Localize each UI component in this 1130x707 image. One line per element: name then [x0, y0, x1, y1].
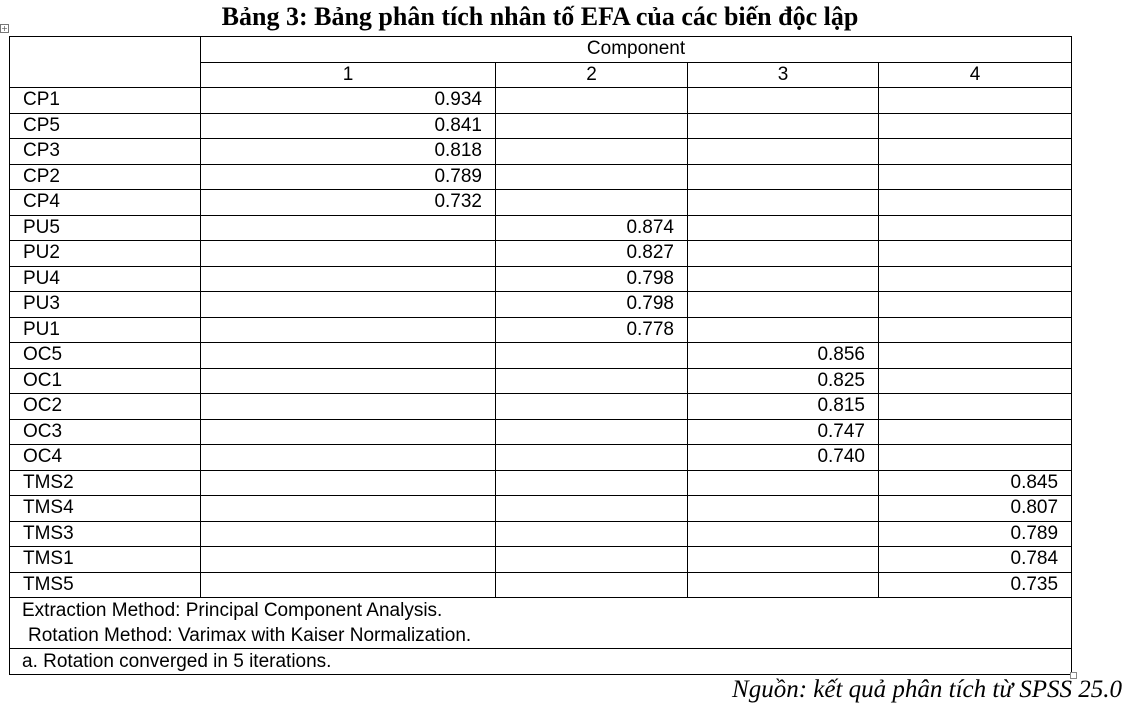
row-label: OC2 [10, 394, 201, 420]
table-row [10, 292, 1072, 318]
loading-cell [688, 139, 879, 165]
loading-cell [688, 470, 879, 496]
table-row [10, 470, 1072, 496]
table-title: Bảng 3: Bảng phân tích nhân tố EFA của các biến độc lập [221, 2, 859, 31]
table-row [10, 266, 1072, 292]
loading-cell [201, 521, 496, 547]
loading-cell [879, 215, 1072, 241]
loading-cell: 0.807 [879, 496, 1072, 522]
table-row [10, 394, 1072, 420]
row-label: CP3 [10, 139, 201, 165]
method-note-cell [10, 598, 1072, 649]
table-move-handle-icon[interactable]: + [1, 24, 8, 33]
loading-cell [688, 241, 879, 267]
loading-cell: 0.784 [879, 547, 1072, 573]
loading-cell: 0.827 [496, 241, 688, 267]
loading-cell [201, 317, 496, 343]
loading-cell [496, 445, 688, 471]
row-label: TMS3 [10, 521, 201, 547]
table-row [10, 547, 1072, 573]
loading-cell [496, 470, 688, 496]
loading-cell [496, 521, 688, 547]
row-label: PU3 [10, 292, 201, 318]
row-label: OC4 [10, 445, 201, 471]
method-note-row [10, 598, 1072, 649]
loading-cell [879, 394, 1072, 420]
table-row [10, 317, 1072, 343]
loading-cell: 0.856 [688, 343, 879, 369]
loading-cell: 0.815 [688, 394, 879, 420]
loading-cell [201, 496, 496, 522]
loading-cell [201, 445, 496, 471]
loading-cell: 0.778 [496, 317, 688, 343]
table-row [10, 419, 1072, 445]
loading-cell [879, 241, 1072, 267]
table-row [10, 445, 1072, 471]
row-label: TMS2 [10, 470, 201, 496]
loading-cell [879, 88, 1072, 114]
efa-table [9, 36, 1072, 675]
loading-cell [688, 190, 879, 216]
loading-cell: 0.818 [201, 139, 496, 165]
loading-cell [879, 113, 1072, 139]
extraction-method-note: Extraction Method: Principal Component Analysis. [22, 600, 443, 621]
loading-cell: 0.845 [879, 470, 1072, 496]
table-row [10, 368, 1072, 394]
row-label: PU1 [10, 317, 201, 343]
loading-cell: 0.874 [496, 215, 688, 241]
table-row [10, 139, 1072, 165]
loading-cell: 0.735 [879, 572, 1072, 598]
loading-cell [201, 394, 496, 420]
table-row [10, 190, 1072, 216]
loading-cell [879, 266, 1072, 292]
loading-cell [688, 164, 879, 190]
loading-cell [879, 445, 1072, 471]
loading-cell [879, 343, 1072, 369]
loading-cell [879, 292, 1072, 318]
table-row [10, 572, 1072, 598]
loading-cell [496, 496, 688, 522]
row-label: TMS5 [10, 572, 201, 598]
table-row [10, 215, 1072, 241]
loading-cell: 0.825 [688, 368, 879, 394]
row-label: PU2 [10, 241, 201, 267]
loading-cell [201, 419, 496, 445]
rotation-method-note: Rotation Method: Varimax with Kaiser Normalization. [28, 625, 472, 646]
loading-cell [879, 164, 1072, 190]
loading-cell [201, 343, 496, 369]
row-label: OC5 [10, 343, 201, 369]
header-corner-cell [10, 37, 201, 88]
loading-cell [496, 190, 688, 216]
loading-cell [201, 470, 496, 496]
loading-cell [688, 521, 879, 547]
loading-cell [879, 368, 1072, 394]
row-label: PU4 [10, 266, 201, 292]
table-row [10, 496, 1072, 522]
loading-cell [201, 241, 496, 267]
row-label: CP5 [10, 113, 201, 139]
loading-cell [201, 215, 496, 241]
loading-cell [496, 164, 688, 190]
loading-cell: 0.798 [496, 292, 688, 318]
row-label: CP1 [10, 88, 201, 114]
loading-cell [496, 419, 688, 445]
loading-cell [879, 419, 1072, 445]
row-label: TMS1 [10, 547, 201, 573]
loading-cell [688, 266, 879, 292]
loading-cell [879, 190, 1072, 216]
loading-cell [201, 572, 496, 598]
table-row [10, 88, 1072, 114]
loading-cell [201, 292, 496, 318]
loading-cell [688, 496, 879, 522]
loading-cell [688, 547, 879, 573]
loading-cell: 0.841 [201, 113, 496, 139]
loading-cell: 0.789 [201, 164, 496, 190]
loading-cell [688, 572, 879, 598]
converged-note: a. Rotation converged in 5 iterations. [10, 649, 1072, 675]
loading-cell [879, 139, 1072, 165]
loading-cell [201, 368, 496, 394]
column-header-3: 3 [688, 62, 879, 88]
loading-cell: 0.798 [496, 266, 688, 292]
row-label: CP4 [10, 190, 201, 216]
column-header-1: 1 [201, 62, 496, 88]
component-header: Component [201, 37, 1072, 63]
efa-table-body [10, 37, 1072, 598]
row-label: OC1 [10, 368, 201, 394]
loading-cell [496, 139, 688, 165]
table-row [10, 343, 1072, 369]
table-row [10, 113, 1072, 139]
efa-table-notes [10, 598, 1072, 675]
loading-cell [201, 547, 496, 573]
table-row [10, 521, 1072, 547]
row-label: OC3 [10, 419, 201, 445]
loading-cell: 0.747 [688, 419, 879, 445]
row-label: PU5 [10, 215, 201, 241]
loading-cell [688, 88, 879, 114]
converged-note-row [10, 649, 1072, 675]
loading-cell [496, 88, 688, 114]
loading-cell: 0.732 [201, 190, 496, 216]
loading-cell [688, 215, 879, 241]
table-row [10, 241, 1072, 267]
column-header-2: 2 [496, 62, 688, 88]
loading-cell [496, 113, 688, 139]
loading-cell [496, 343, 688, 369]
column-header-4: 4 [879, 62, 1072, 88]
loading-cell [688, 113, 879, 139]
loading-cell: 0.934 [201, 88, 496, 114]
loading-cell: 0.740 [688, 445, 879, 471]
loading-cell [496, 547, 688, 573]
loading-cell [688, 317, 879, 343]
table-row [10, 164, 1072, 190]
loading-cell: 0.789 [879, 521, 1072, 547]
source-caption: Nguồn: kết quả phân tích từ SPSS 25.0 [732, 676, 1122, 703]
row-label: TMS4 [10, 496, 201, 522]
loading-cell [496, 572, 688, 598]
row-label: CP2 [10, 164, 201, 190]
header-row-group [10, 37, 1072, 63]
loading-cell [496, 368, 688, 394]
loading-cell [201, 266, 496, 292]
loading-cell [879, 317, 1072, 343]
loading-cell [688, 292, 879, 318]
loading-cell [496, 394, 688, 420]
